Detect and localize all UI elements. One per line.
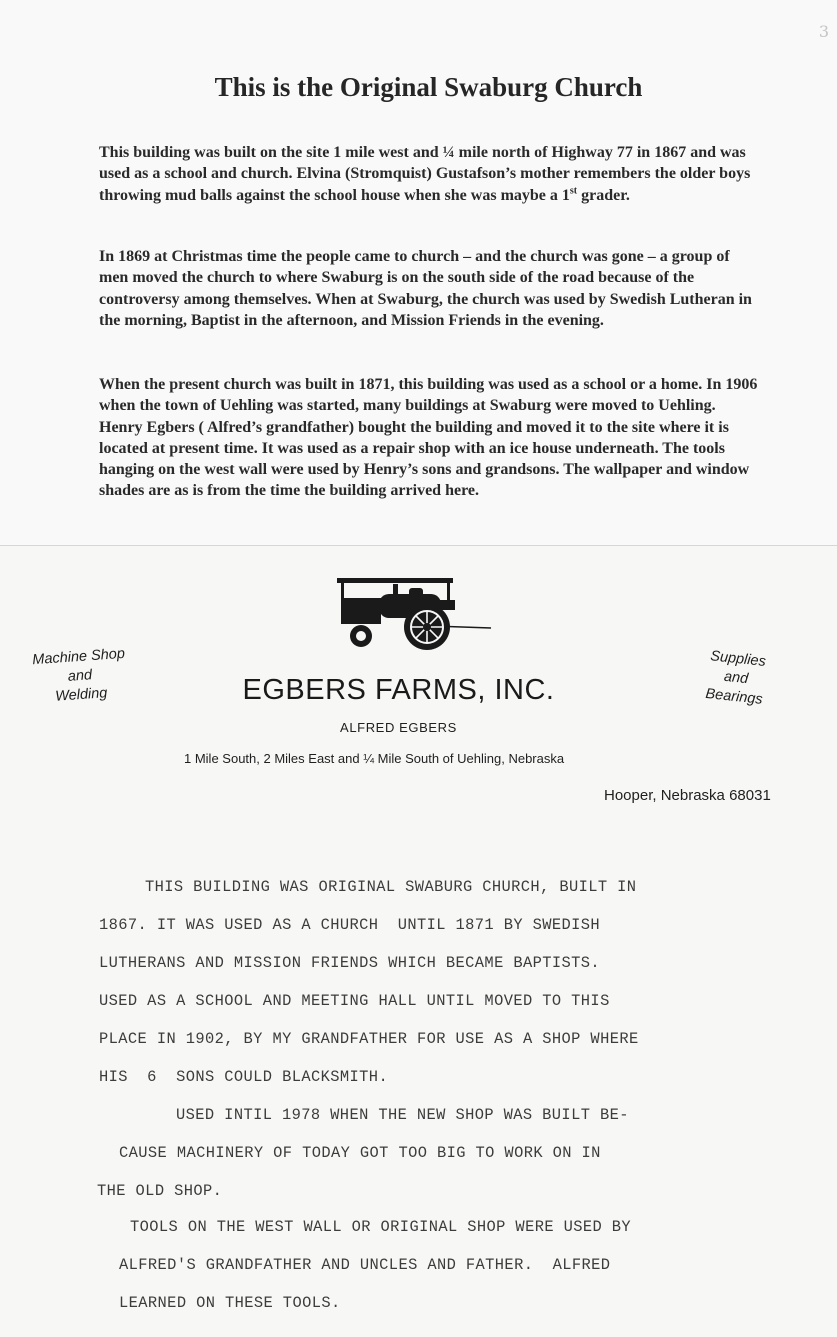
typed-line-11: ALFRED'S GRANDFATHER AND UNCLES AND FATHER. ALFRED — [119, 1256, 611, 1274]
page-number-mark: 3 — [818, 22, 829, 41]
right-tagline-line-1: Supplies — [709, 648, 767, 670]
typed-line-7: USED INTIL 1978 WHEN THE NEW SHOP WAS BUILT BE- — [176, 1106, 629, 1124]
city-address: Hooper, Nebraska 68031 — [604, 787, 771, 804]
left-tagline-line-3: Welding — [54, 685, 108, 705]
notice-paragraph-1-text: This building was built on the site 1 mile west and ¼ mile north of Highway 77 in 1867 and was used as a school and church. Elvina (Stromquist) Gustafson’s mother remembers the older boys throwing mud balls against the school house when she was maybe a 1 — [99, 144, 751, 204]
right-tagline-line-3: Bearings — [704, 685, 764, 708]
left-tagline-line-1: Machine Shop — [31, 645, 126, 669]
typed-line-9: THE OLD SHOP. — [97, 1182, 223, 1200]
directions-line: 1 Mile South, 2 Miles East and ¼ Mile South of Uehling, Nebraska — [184, 751, 565, 766]
typed-line-4: USED AS A SCHOOL AND MEETING HALL UNTIL MOVED TO THIS — [99, 992, 610, 1010]
owner-name: ALFRED EGBERS — [340, 720, 457, 735]
notice-paragraph-2: In 1869 at Christmas time the people came to church – and the church was gone – a group of men moved the church to where Swaburg is on the south side of the road because of the controversy among themselves. When at Swaburg, the church was used by Swedish Lutheran in the morning, Baptist in the afternoon, and Mission Friends in the evening. — [99, 248, 752, 329]
typed-line-2: 1867. IT WAS USED AS A CHURCH UNTIL 1871 BY SWEDISH — [99, 916, 601, 934]
notice-paragraph-1-tail: grader. — [577, 186, 630, 204]
typed-line-12: LEARNED ON THESE TOOLS. — [119, 1294, 341, 1312]
left-tagline-line-2: and — [67, 667, 93, 685]
typed-line-8: CAUSE MACHINERY OF TODAY GOT TOO BIG TO WORK ON IN — [119, 1144, 601, 1162]
typed-line-6: HIS 6 SONS COULD BLACKSMITH. — [99, 1068, 389, 1086]
notice-paragraph-1 — [99, 142, 759, 206]
company-name: EGBERS FARMS, INC. — [242, 674, 555, 706]
typed-line-1: THIS BUILDING WAS ORIGINAL SWABURG CHURCH, BUILT IN — [145, 878, 637, 896]
notice-paragraph-3: When the present church was built in 1871, this building was used as a school or a home. In 1906 when the town of Uehling was started, many buildings at Swaburg were moved to Uehling. Henry Egbers ( Alfred’s grandfather) bought the building and moved it to the site where it is located at present time. It was used as a repair shop with an ice house underneath. The tools hanging on the west wall were used by Henry’s sons and grandsons. The wallpaper and window shades are as is from the time the building arrived here. — [99, 376, 758, 500]
typed-line-10: TOOLS ON THE WEST WALL OR ORIGINAL SHOP WERE USED BY — [130, 1218, 632, 1236]
ordinal-suffix: st — [569, 185, 578, 197]
right-tagline-line-2: and — [723, 668, 749, 688]
typed-line-3: LUTHERANS AND MISSION FRIENDS WHICH BECAME BAPTISTS. — [99, 954, 601, 972]
notice-title: This is the Original Swaburg Church — [214, 72, 643, 102]
steam-traction-engine-logo — [333, 574, 493, 654]
typed-line-5: PLACE IN 1902, BY MY GRANDFATHER FOR USE AS A SHOP WHERE — [99, 1030, 639, 1048]
